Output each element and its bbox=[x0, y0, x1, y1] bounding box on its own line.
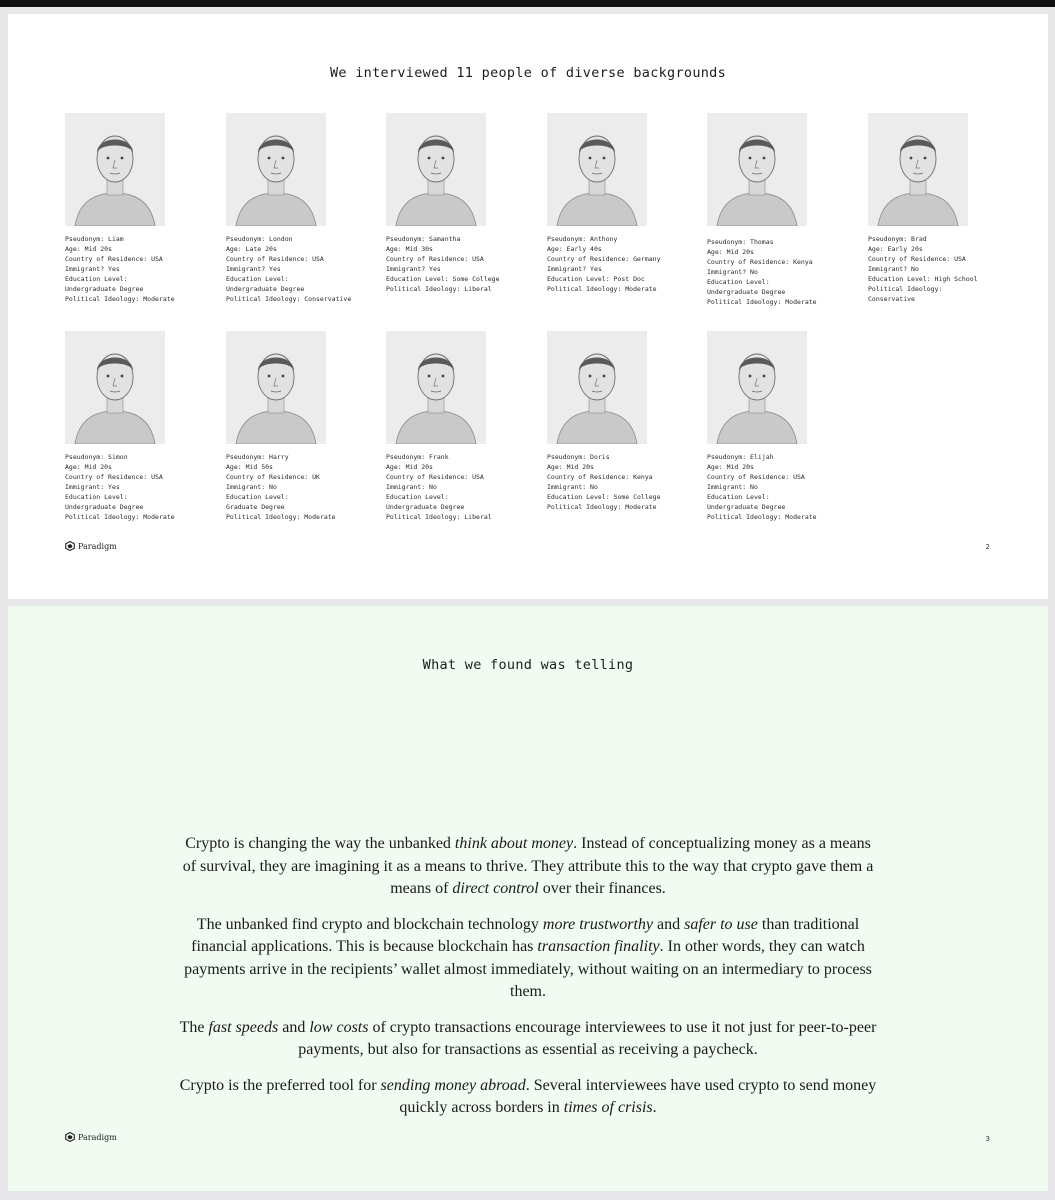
paradigm-mark-icon bbox=[65, 1132, 75, 1142]
interviewee-bio bbox=[65, 452, 215, 522]
bio-line: Country of Residence: USA bbox=[386, 255, 484, 263]
bio-line: Undergraduate Degree bbox=[707, 503, 786, 511]
paragraph-text: . Instead of conceptualizing money as a means of survival, they are imagining it as a means to thrive. They attribute this to the way that crypto gave them a means of bbox=[182, 835, 874, 897]
window-top-bar bbox=[0, 0, 1055, 7]
bio-line: Country of Residence: USA bbox=[386, 473, 484, 481]
paragraph-text: The bbox=[179, 1018, 209, 1036]
portrait-image bbox=[547, 113, 647, 226]
paragraph-text: . Several interviewees have used crypto to send money quickly across borders in bbox=[399, 1076, 877, 1116]
logo-text: Paradigm bbox=[78, 1132, 117, 1142]
findings-text bbox=[178, 833, 878, 1133]
interviewee-bio bbox=[547, 234, 697, 294]
paragraph-text: . In other words, they can watch payments arrive in the recipients’ wallet almost immediately, without waiting on an intermediary to process them. bbox=[184, 938, 872, 1000]
bio-line: Pseudonym: Simon bbox=[65, 453, 128, 461]
interviewee-card bbox=[707, 113, 857, 307]
bio-line: Political Ideology: Liberal bbox=[386, 513, 492, 521]
portrait-image bbox=[868, 113, 968, 226]
paradigm-logo bbox=[65, 1132, 117, 1142]
bio-line: Immigrant? No bbox=[707, 268, 758, 276]
interviewee-bio bbox=[868, 234, 1018, 304]
bio-line: Pseudonym: Doris bbox=[547, 453, 610, 461]
emphasis-text: more trustworthy bbox=[542, 915, 653, 933]
paragraph-text: over their finances. bbox=[538, 880, 666, 897]
bio-line: Age: Mid 50s bbox=[226, 463, 273, 471]
interviewee-bio bbox=[226, 452, 376, 522]
bio-line: Education Level: bbox=[226, 493, 289, 501]
slide-page-3 bbox=[8, 606, 1048, 1191]
finding-paragraph bbox=[178, 833, 878, 901]
interviewee-bio bbox=[65, 234, 215, 304]
page-number: 2 bbox=[985, 543, 990, 551]
paragraph-text: Crypto is the preferred tool for bbox=[179, 1076, 381, 1094]
bio-line: Education Level: High School bbox=[868, 275, 978, 283]
bio-line: Pseudonym: Liam bbox=[65, 235, 124, 243]
bio-line: Age: Early 40s bbox=[547, 245, 602, 253]
finding-paragraph bbox=[178, 1017, 878, 1062]
bio-line: Pseudonym: Brad bbox=[868, 235, 927, 243]
logo-text: Paradigm bbox=[78, 541, 117, 551]
bio-line: Country of Residence: UK bbox=[226, 473, 320, 481]
emphasis-text: times of crisis bbox=[563, 1099, 653, 1116]
emphasis-text: sending money abroad bbox=[380, 1076, 526, 1094]
bio-line: Education Level: bbox=[65, 275, 128, 283]
bio-line: Country of Residence: Kenya bbox=[707, 258, 813, 266]
interviewee-bio bbox=[707, 452, 857, 522]
bio-line: Immigrant? Yes bbox=[386, 265, 441, 273]
bio-line: Political Ideology: Moderate bbox=[65, 295, 175, 303]
bio-line: Age: Late 20s bbox=[226, 245, 277, 253]
portrait-image bbox=[386, 113, 486, 226]
interviewee-card bbox=[547, 113, 697, 294]
bio-line: Political Ideology: Liberal bbox=[386, 285, 492, 293]
slide-page-2 bbox=[8, 14, 1048, 599]
page-number: 3 bbox=[985, 1135, 990, 1143]
finding-paragraph bbox=[178, 914, 878, 1004]
bio-line: Education Level: Some College bbox=[386, 275, 500, 283]
paragraph-text: Crypto is changing the way the unbanked bbox=[185, 835, 455, 852]
bio-line: Age: Mid 20s bbox=[386, 463, 433, 471]
bio-line: Pseudonym: Harry bbox=[226, 453, 289, 461]
bio-line: Education Level: bbox=[707, 278, 770, 286]
bio-line: Pseudonym: Samantha bbox=[386, 235, 461, 243]
emphasis-text: direct control bbox=[452, 880, 539, 897]
bio-line: Age: Mid 20s bbox=[65, 245, 112, 253]
finding-paragraph bbox=[178, 1075, 878, 1120]
interviewee-card bbox=[226, 113, 376, 304]
interviewee-bio bbox=[386, 452, 536, 522]
bio-line: Immigrant? Yes bbox=[65, 265, 120, 273]
emphasis-text: fast speeds bbox=[208, 1018, 279, 1036]
portrait-image bbox=[226, 331, 326, 444]
slide-title: What we found was telling bbox=[422, 657, 634, 673]
bio-line: Education Level: bbox=[707, 493, 770, 501]
bio-line: Age: Mid 20s bbox=[547, 463, 594, 471]
bio-line: Education Level: Post Doc bbox=[547, 275, 645, 283]
portrait-image bbox=[65, 331, 165, 444]
bio-line: Conservative bbox=[868, 295, 915, 303]
bio-line: Immigrant? Yes bbox=[547, 265, 602, 273]
bio-line: Age: Early 20s bbox=[868, 245, 923, 253]
bio-line: Age: Mid 30s bbox=[386, 245, 433, 253]
bio-line: Graduate Degree bbox=[226, 503, 285, 511]
bio-line: Political Ideology: Moderate bbox=[226, 513, 336, 521]
bio-line: Education Level: bbox=[386, 493, 449, 501]
bio-line: Age: Mid 20s bbox=[707, 463, 754, 471]
portrait-image bbox=[707, 113, 807, 226]
bio-line: Country of Residence: Germany bbox=[547, 255, 661, 263]
interviewee-bio bbox=[707, 237, 857, 307]
bio-line: Education Level: bbox=[226, 275, 289, 283]
bio-line: Immigrant: No bbox=[707, 483, 758, 491]
interviewee-bio bbox=[386, 234, 536, 294]
bio-line: Political Ideology: Moderate bbox=[65, 513, 175, 521]
bio-line: Immigrant: No bbox=[386, 483, 437, 491]
emphasis-text: transaction finality bbox=[537, 938, 660, 955]
interviewee-card bbox=[386, 331, 536, 522]
paragraph-text: The unbanked find crypto and blockchain technology bbox=[196, 915, 543, 933]
interviewee-card bbox=[386, 113, 536, 294]
paragraph-text: of crypto transactions encourage interviewees to use it not just for peer-to-peer payments, but also for transactions as essential as receiving a paycheck. bbox=[298, 1018, 877, 1058]
paradigm-mark-icon bbox=[65, 541, 75, 551]
bio-line: Political Ideology: Conservative bbox=[226, 295, 352, 303]
bio-line: Pseudonym: Elijah bbox=[707, 453, 774, 461]
portrait-image bbox=[226, 113, 326, 226]
bio-line: Immigrant? Yes bbox=[226, 265, 281, 273]
portrait-image bbox=[547, 331, 647, 444]
bio-line: Political Ideology: bbox=[868, 285, 943, 293]
bio-line: Immigrant? No bbox=[868, 265, 919, 273]
bio-line: Country of Residence: USA bbox=[65, 473, 163, 481]
bio-line: Immigrant: Yes bbox=[65, 483, 120, 491]
bio-line: Immigrant: No bbox=[226, 483, 277, 491]
interviewee-bio bbox=[226, 234, 376, 304]
portrait-image bbox=[386, 331, 486, 444]
bio-line: Pseudonym: London bbox=[226, 235, 293, 243]
interviewee-card bbox=[65, 113, 215, 304]
bio-line: Education Level: bbox=[65, 493, 128, 501]
bio-line: Undergraduate Degree bbox=[226, 285, 305, 293]
bio-line: Undergraduate Degree bbox=[65, 503, 144, 511]
paradigm-logo bbox=[65, 541, 117, 551]
interviewee-card bbox=[707, 331, 857, 522]
bio-line: Political Ideology: Moderate bbox=[707, 513, 817, 521]
slide-title: We interviewed 11 people of diverse backgrounds bbox=[329, 65, 727, 81]
bio-line: Pseudonym: Thomas bbox=[707, 238, 774, 246]
paragraph-text: than traditional financial applications. This is because blockchain has bbox=[191, 915, 860, 955]
portrait-image bbox=[65, 113, 165, 226]
bio-line: Undergraduate Degree bbox=[386, 503, 465, 511]
bio-line: Political Ideology: Moderate bbox=[547, 503, 657, 511]
paragraph-text: and bbox=[278, 1018, 310, 1036]
bio-line: Country of Residence: USA bbox=[226, 255, 324, 263]
bio-line: Undergraduate Degree bbox=[707, 288, 786, 296]
bio-line: Pseudonym: Frank bbox=[386, 453, 449, 461]
bio-line: Age: Mid 20s bbox=[707, 248, 754, 256]
bio-line: Country of Residence: USA bbox=[707, 473, 805, 481]
paragraph-text: . bbox=[652, 1099, 657, 1116]
emphasis-text: safer to use bbox=[684, 915, 758, 933]
bio-line: Age: Mid 20s bbox=[65, 463, 112, 471]
bio-line: Immigrant: No bbox=[547, 483, 598, 491]
portrait-image bbox=[707, 331, 807, 444]
interviewee-card bbox=[868, 113, 1018, 304]
emphasis-text: low costs bbox=[309, 1018, 369, 1036]
bio-line: Country of Residence: USA bbox=[65, 255, 163, 263]
interviewee-bio bbox=[547, 452, 697, 512]
paragraph-text: and bbox=[653, 915, 685, 933]
interviewee-card bbox=[65, 331, 215, 522]
bio-line: Country of Residence: Kenya bbox=[547, 473, 653, 481]
bio-line: Education Level: Some College bbox=[547, 493, 661, 501]
interviewee-card bbox=[226, 331, 376, 522]
bio-line: Undergraduate Degree bbox=[65, 285, 144, 293]
interviewee-card bbox=[547, 331, 697, 512]
bio-line: Country of Residence: USA bbox=[868, 255, 966, 263]
bio-line: Political Ideology: Moderate bbox=[707, 298, 817, 306]
bio-line: Pseudonym: Anthony bbox=[547, 235, 618, 243]
bio-line: Political Ideology: Moderate bbox=[547, 285, 657, 293]
emphasis-text: think about money bbox=[454, 835, 574, 852]
